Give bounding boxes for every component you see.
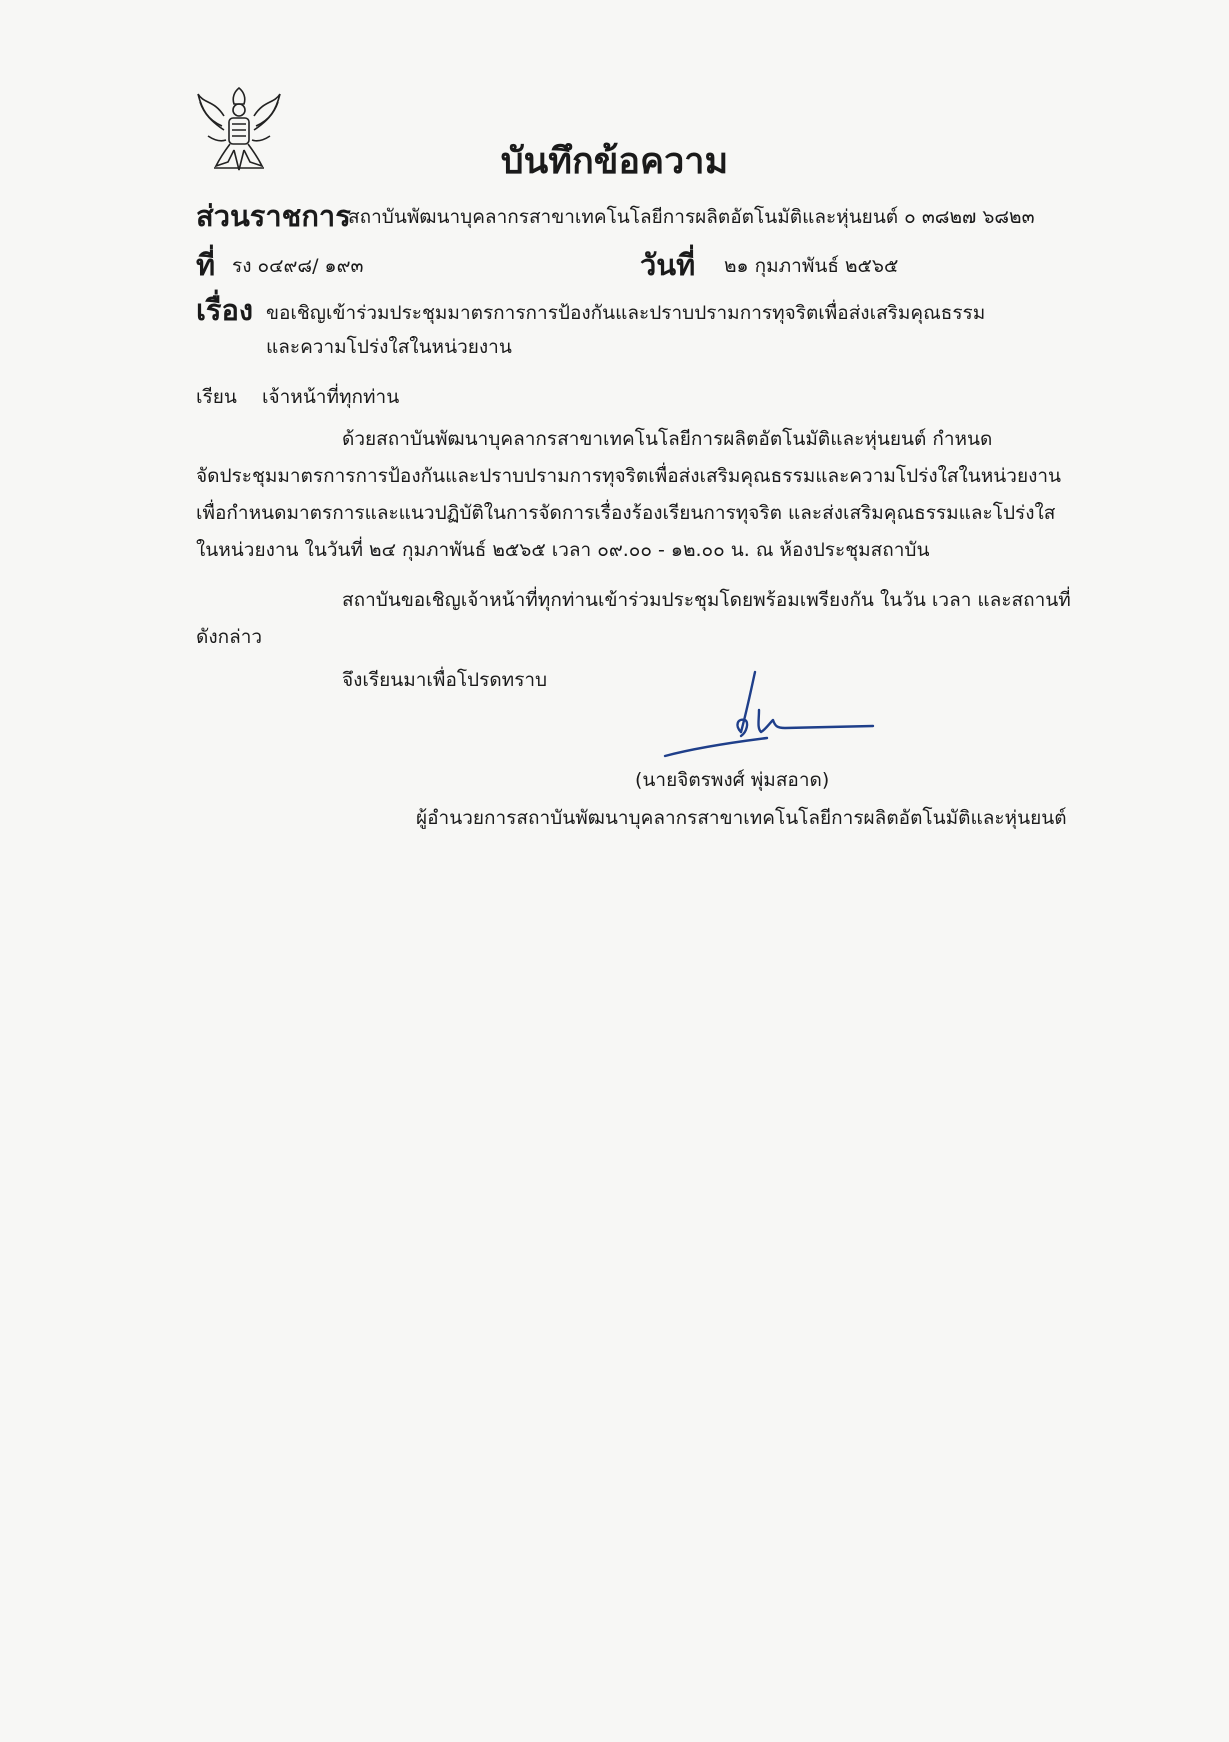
date-value: ๒๑ กุมภาพันธ์ ๒๕๖๕ [724,255,899,277]
signatory-name: (นายจิตรพงศ์ พุ่มสอาด) [635,769,830,791]
paragraph-line: ในหน่วยงาน ในวันที่ ๒๔ กุมภาพันธ์ ๒๕๖๕ เวลา ๐๙.๐๐ - ๑๒.๐๐ น. ณ ห้องประชุมสถาบัน [196,539,930,561]
reference-value: รง ๐๔๙๘/ ๑๙๓ [232,255,364,277]
agency-value: สถาบันพัฒนาบุคลากรสาขาเทคโนโลยีการผลิตอัตโนมัติและหุ่นยนต์ ๐ ๓๘๒๗ ๖๘๒๓ [348,206,1035,228]
handwritten-signature-icon [655,670,885,760]
paragraph-line: ดังกล่าว [196,626,263,648]
reference-label: ที่ [196,248,216,282]
salutation-label: เรียน [196,386,237,408]
salutation-value: เจ้าหน้าที่ทุกท่าน [262,386,400,408]
closing-text: จึงเรียนมาเพื่อโปรดทราบ [342,669,548,691]
subject-label: เรื่อง [196,293,254,327]
subject-line: ขอเชิญเข้าร่วมประชุมมาตรการการป้องกันและปราบปรามการทุจริตเพื่อส่งเสริมคุณธรรม [266,302,986,324]
date-label: วันที่ [640,248,696,282]
paragraph-line: สถาบันขอเชิญเจ้าหน้าที่ทุกท่านเข้าร่วมประชุมโดยพร้อมเพรียงกัน ในวัน เวลา และสถานที่ [342,589,1071,611]
signatory-position: ผู้อำนวยการสถาบันพัฒนาบุคลากรสาขาเทคโนโลยีการผลิตอัตโนมัติและหุ่นยนต์ [416,807,1067,829]
document-title: บันทึกข้อความ [500,141,729,182]
paragraph-line: จัดประชุมมาตรการการป้องกันและปราบปรามการทุจริตเพื่อส่งเสริมคุณธรรมและความโปร่งใสในหน่วยงาน [196,465,1062,487]
paragraph-line: เพื่อกำหนดมาตรการและแนวปฏิบัติในการจัดการเรื่องร้องเรียนการทุจริต และส่งเสริมคุณธรรมและโปร่งใส [196,502,1056,524]
subject-line: และความโปร่งใสในหน่วยงาน [266,336,512,358]
paragraph-line: ด้วยสถาบันพัฒนาบุคลากรสาขาเทคโนโลยีการผลิตอัตโนมัติและหุ่นยนต์ กำหนด [342,428,993,450]
agency-label: ส่วนราชการ [196,199,351,233]
